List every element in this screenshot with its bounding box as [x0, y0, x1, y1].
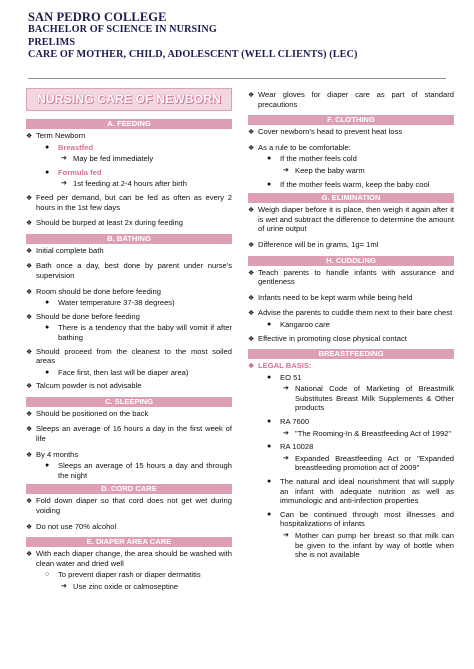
list-item: ● RA 10028: [267, 442, 314, 452]
diamond-bullet-icon: ❖: [26, 131, 33, 140]
arrow-bullet-icon: ➔: [283, 532, 289, 539]
dot-bullet-icon: ●: [45, 324, 50, 332]
dot-bullet-icon: ●: [45, 462, 50, 470]
course-name: CARE OF MOTHER, CHILD, ADOLESCENT (WELL CLIENTS) (LEC): [28, 49, 358, 60]
list-item: ● The natural and ideal nourishment that will supply an infant with adequate nutrition as well as immunologic and anti-infection properties: [267, 477, 454, 506]
list-item: ➔ "The Rooming-In & Breastfeeding Act of 1992": [283, 428, 452, 438]
diamond-bullet-icon: ❖: [26, 424, 33, 434]
list-item: ➔ National Code of Marketing of Breastmilk Substitutes Breast Milk Supplements & Other products: [283, 384, 454, 413]
diamond-bullet-icon: ❖: [26, 245, 33, 255]
page-title: NURSING CARE OF NEWBORN: [37, 91, 221, 106]
diamond-bullet-icon: ❖: [26, 449, 33, 459]
diamond-bullet-icon: ❖: [248, 292, 255, 302]
section-heading-diaper-care: E. DIAPER AREA CARE: [26, 537, 232, 547]
section-heading-sleeping: C. SLEEPING: [26, 397, 232, 407]
section-heading-cord-care: D. CORD CARE: [26, 484, 232, 494]
list-item: ○ To prevent diaper rash or diaper dermatitis: [45, 570, 201, 580]
diamond-bullet-icon: ❖: [26, 346, 33, 356]
list-item: ❖ Fold down diaper so that cord does not get wet during voiding: [26, 496, 232, 516]
diamond-bullet-icon: ❖: [248, 205, 255, 215]
list-item: ❖ Talcum powder is not advisable: [26, 381, 142, 391]
list-item: ❖ Cover newborn's head to prevent heat loss: [248, 127, 403, 137]
arrow-bullet-icon: ➔: [61, 155, 67, 163]
list-item: ❖ LEGAL BASIS:: [248, 361, 312, 371]
list-item: ❖ Feed per demand, but can be fed as often as every 2 hours in the 1st few days: [26, 192, 232, 212]
dot-bullet-icon: ●: [267, 180, 272, 188]
diamond-bullet-icon: ❖: [26, 218, 33, 228]
list-item: ● EO 51: [267, 372, 302, 382]
list-item: ❖ Initial complete bath: [26, 245, 104, 255]
section-heading-feeding: A. FEEDING: [26, 119, 232, 129]
list-item: ❖ Should proceed from the cleanest to the most soiled areas: [26, 346, 232, 366]
diamond-bullet-icon: ❖: [26, 381, 33, 391]
arrow-bullet-icon: ➔: [283, 385, 289, 393]
college-name: SAN PEDRO COLLEGE: [28, 10, 167, 24]
list-item: ❖ Difference will be in grams, 1g= 1ml: [248, 239, 379, 249]
diamond-bullet-icon: ❖: [248, 127, 255, 137]
dot-bullet-icon: ●: [267, 478, 272, 486]
list-item: ❖ Sleeps an average of 16 hours a day in the first week of life: [26, 424, 232, 444]
list-item: ● Face first, then last will be diaper area): [45, 367, 189, 377]
list-item: ❖ Infants need to be kept warm while being held: [248, 292, 413, 302]
list-item: ● Formula fed: [45, 167, 102, 177]
section-heading-clothing: F. CLOTHING: [248, 115, 454, 125]
section-heading-cuddling: H. CUDDLING: [248, 256, 454, 266]
list-item: ❖ Effective in promoting close physical contact: [248, 333, 407, 343]
diamond-bullet-icon: ❖: [26, 408, 33, 418]
section-heading-bathing: B. BATHING: [26, 234, 232, 244]
list-item: ❖ As a rule to be comfortable:: [248, 142, 351, 152]
circle-bullet-icon: ○: [45, 571, 50, 579]
diamond-bullet-icon: ❖: [248, 333, 255, 343]
dot-bullet-icon: ●: [267, 373, 272, 381]
list-item: ● If the mother feels cold: [267, 154, 357, 164]
exam-term: PRELIMS: [28, 36, 76, 48]
diamond-bullet-icon: ❖: [26, 549, 33, 559]
diamond-bullet-icon: ❖: [248, 361, 255, 371]
list-item: ● There is a tendency that the baby will vomit if after bathing: [45, 323, 232, 342]
dot-bullet-icon: ●: [45, 143, 50, 151]
list-item: ❖ Advise the parents to cuddle them next to their bare chest: [248, 308, 453, 318]
arrow-bullet-icon: ➔: [61, 180, 67, 188]
list-item: ❖ By 4 months: [26, 449, 79, 459]
list-item: ➔ Keep the baby warm: [283, 165, 365, 175]
list-item: ❖ With each diaper change, the area should be washed with clean water and dried well: [26, 549, 232, 568]
document-header: [28, 10, 448, 62]
list-item: ➔ May be fed immediately: [61, 154, 154, 164]
list-item: ❖ Room should be done before feeding: [26, 286, 161, 296]
list-item: ❖ Bath once a day, best done by parent under nurse's supervision: [26, 261, 232, 280]
right-column: [248, 88, 454, 564]
section-heading-elimination: G. ELIMINATION: [248, 193, 454, 203]
list-item: ➔ 1st feeding at 2-4 hours after birth: [61, 179, 187, 189]
diamond-bullet-icon: ❖: [248, 239, 255, 249]
list-item: ❖ Weigh diaper before it is place, then weigh it again after it is wet and subtract the difference to determine the amount of urine output: [248, 205, 454, 234]
diamond-bullet-icon: ❖: [26, 521, 33, 531]
list-item: ❖ Term Newborn: [26, 131, 86, 140]
program-name: BACHELOR OF SCIENCE IN NURSING: [28, 24, 217, 35]
diamond-bullet-icon: ❖: [26, 311, 33, 321]
page-title-box: [26, 88, 232, 111]
section-heading-breastfeeding: BREASTFEEDING: [248, 349, 454, 359]
diamond-bullet-icon: ❖: [26, 286, 33, 296]
diamond-bullet-icon: ❖: [248, 308, 255, 318]
dot-bullet-icon: ●: [45, 368, 50, 376]
list-item: ❖ Should be burped at least 2x during feeding: [26, 218, 183, 228]
diamond-bullet-icon: ❖: [26, 261, 33, 271]
list-item: ➔ Expanded Breastfeeding Act or "Expanded breastfeeding promotion act of 2009": [283, 453, 454, 473]
list-item: ● Kangaroo care: [267, 319, 330, 329]
dot-bullet-icon: ●: [267, 510, 272, 518]
list-item: ❖ Teach parents to handle infants with assurance and gentleness: [248, 267, 454, 287]
list-item: ➔ Mother can pump her breast so that milk can be given to the infant by way of bottle when she is not available: [283, 531, 454, 560]
dot-bullet-icon: ●: [45, 299, 50, 307]
dot-bullet-icon: ●: [267, 155, 272, 163]
left-column: [26, 88, 232, 596]
list-item: ● If the mother feels warm, keep the baby cool: [267, 179, 430, 189]
list-item: ❖ Should be positioned on the back: [26, 408, 149, 418]
diamond-bullet-icon: ❖: [26, 496, 33, 506]
list-item: ❖ Wear gloves for diaper care as part of standard precautions: [248, 90, 454, 109]
diamond-bullet-icon: ❖: [26, 192, 33, 202]
list-item: ● Breastfed: [45, 142, 94, 152]
arrow-bullet-icon: ➔: [61, 583, 67, 590]
dot-bullet-icon: ●: [45, 168, 50, 176]
diamond-bullet-icon: ❖: [248, 90, 255, 99]
arrow-bullet-icon: ➔: [283, 166, 289, 174]
arrow-bullet-icon: ➔: [283, 454, 289, 462]
list-item: ● Water temperature 37-38 degrees): [45, 298, 175, 308]
list-item: ❖ Should be done before feeding: [26, 311, 140, 321]
list-item: ➔ Use zinc oxide or calmoseptine: [61, 582, 179, 591]
header-divider: [28, 78, 446, 79]
dot-bullet-icon: ●: [267, 418, 272, 426]
list-item: ● Sleeps an average of 15 hours a day and through the night: [45, 461, 232, 480]
dot-bullet-icon: ●: [267, 443, 272, 451]
list-item: ● Can be continued through most illnesses and hospitalizations of infants: [267, 509, 454, 529]
diamond-bullet-icon: ❖: [248, 267, 255, 277]
arrow-bullet-icon: ➔: [283, 429, 289, 437]
list-item: ● RA 7600: [267, 417, 310, 427]
dot-bullet-icon: ●: [267, 320, 272, 328]
list-item: ❖ Do not use 70% alcohol: [26, 521, 117, 531]
diamond-bullet-icon: ❖: [248, 142, 255, 152]
